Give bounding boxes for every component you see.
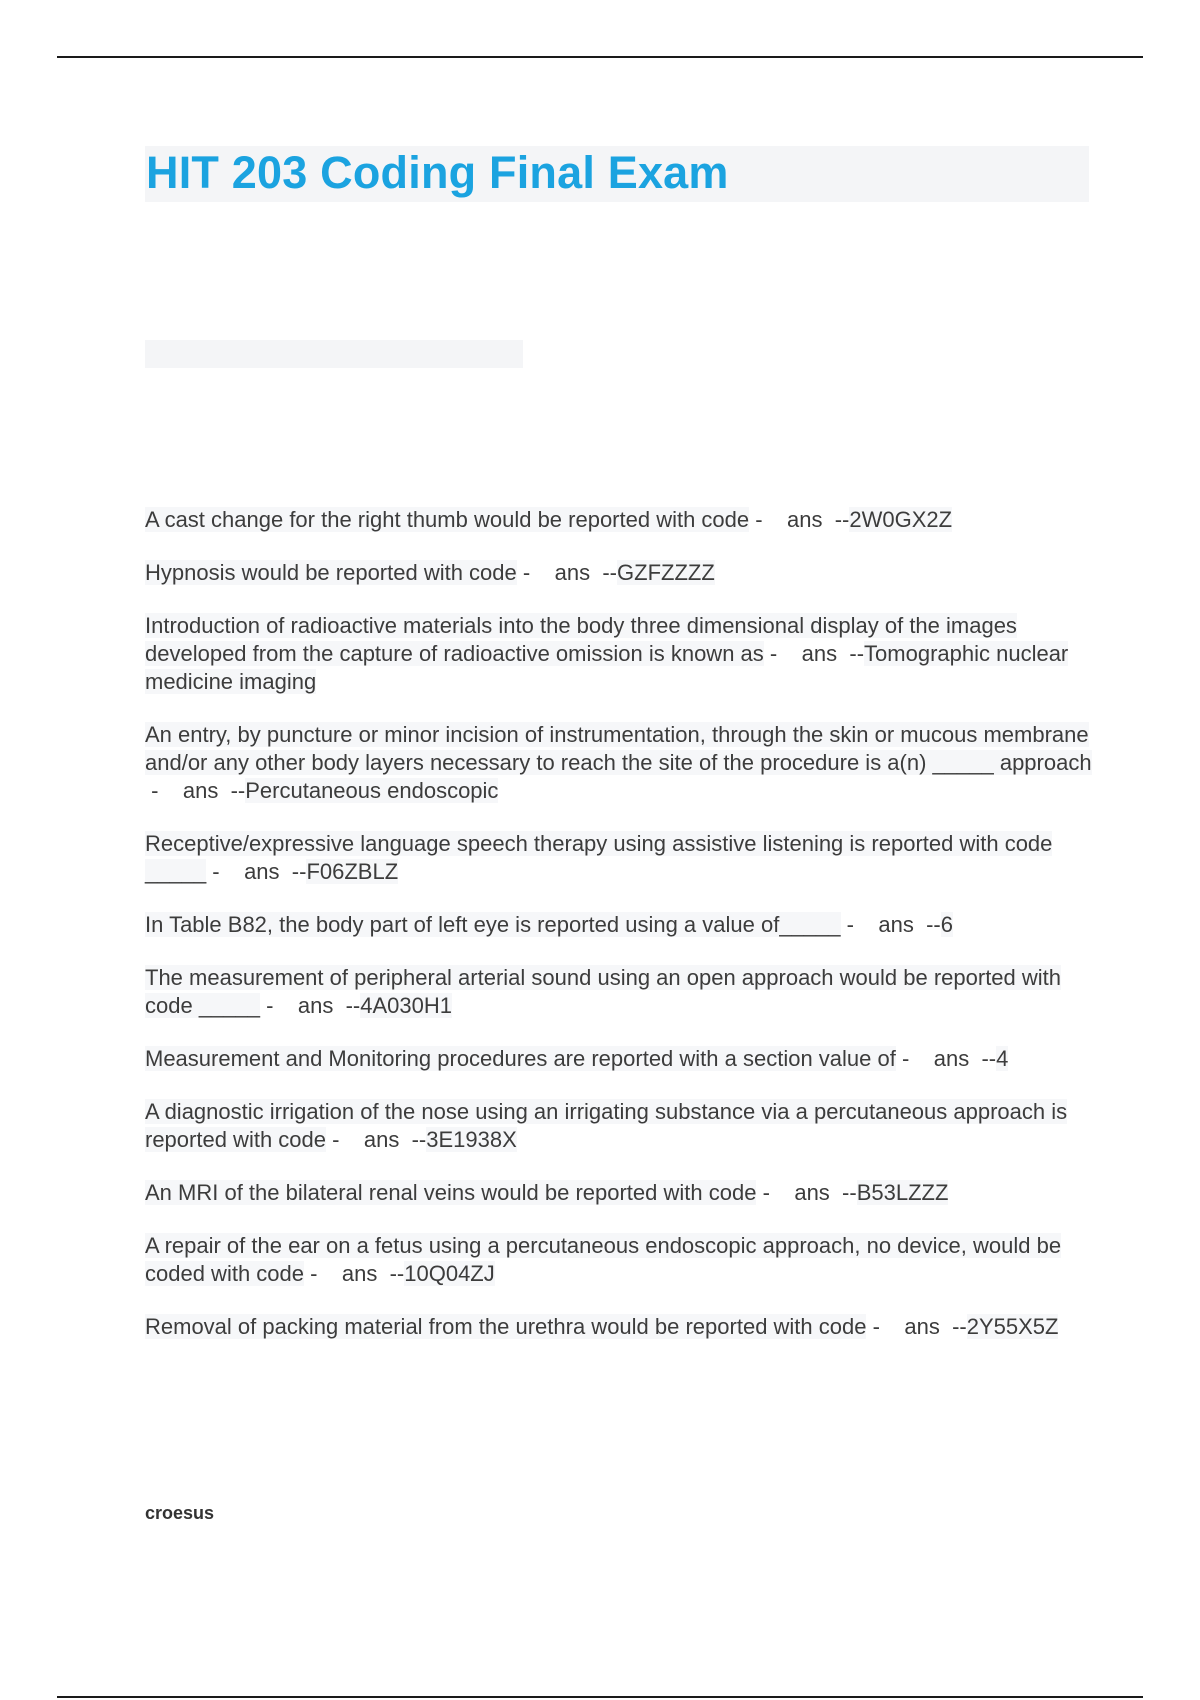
question-text: Removal of packing material from the urethra would be reported with code — [145, 1314, 867, 1339]
answer-separator: - ans -- — [326, 1127, 427, 1152]
answer-separator: - ans -- — [749, 507, 850, 532]
document-title: HIT 203 Coding Final Exam — [146, 147, 729, 198]
answer-separator: - ans -- — [145, 778, 246, 803]
qa-item — [145, 1232, 1095, 1288]
qa-list — [145, 506, 1095, 1366]
answer-separator: - ans -- — [516, 560, 618, 585]
answer-text: B53LZZZ — [856, 1180, 949, 1205]
question-text: The measurement of peripheral arterial sound using an open approach would be reported with code _____ — [145, 965, 1062, 1018]
answer-separator: - ans -- — [206, 859, 307, 884]
top-rule — [57, 56, 1143, 58]
footer-brand: croesus — [145, 1503, 215, 1523]
answer-text: 3E1938X — [426, 1127, 517, 1152]
question-text: Receptive/expressive language speech therapy using assistive listening is reported with code _____ — [145, 831, 1053, 884]
answer-text: 2W0GX2Z — [849, 507, 953, 532]
qa-item — [145, 1179, 1095, 1207]
qa-item — [145, 1098, 1095, 1154]
answer-separator: - ans -- — [756, 1180, 857, 1205]
answer-text: F06ZBLZ — [306, 859, 399, 884]
question-text: A diagnostic irrigation of the nose using an irrigating substance via a percutaneous approach is reported with code — [145, 1099, 1068, 1152]
answer-separator: - ans -- — [763, 641, 865, 666]
question-text: In Table B82, the body part of left eye is reported using a value of_____ — [145, 912, 841, 937]
qa-item — [145, 1045, 1095, 1073]
question-text: Hypnosis would be reported with code — [145, 560, 517, 585]
qa-item — [145, 911, 1095, 939]
question-text: A repair of the ear on a fetus using a percutaneous endoscopic approach, no device, would be coded with code — [145, 1233, 1062, 1286]
answer-separator: - ans -- — [840, 912, 941, 937]
question-text: An MRI of the bilateral renal veins would be reported with code — [145, 1180, 757, 1205]
answer-text: 2Y55X5Z — [966, 1314, 1059, 1339]
qa-item — [145, 559, 1095, 587]
blank-placeholder-bar — [145, 340, 523, 368]
qa-item — [145, 1313, 1095, 1341]
question-text: A cast change for the right thumb would be reported with code — [145, 507, 750, 532]
qa-item — [145, 830, 1095, 886]
qa-item — [145, 612, 1095, 696]
answer-text: GZFZZZZ — [617, 560, 715, 585]
answer-text: 6 — [940, 912, 954, 937]
answer-text: Tomographic nuclear medicine imaging — [145, 641, 1069, 694]
answer-separator: - ans -- — [304, 1261, 405, 1286]
answer-separator: - ans -- — [895, 1046, 997, 1071]
qa-item — [145, 506, 1095, 534]
qa-item — [145, 721, 1095, 805]
answer-separator: - ans -- — [260, 993, 361, 1018]
answer-separator: - ans -- — [866, 1314, 967, 1339]
question-text: Measurement and Monitoring procedures are reported with a section value of — [145, 1046, 896, 1071]
question-text: An entry, by puncture or minor incision of instrumentation, through the skin or mucous membrane and/or any other body layers necessary to reach the site of the procedure is a(n) _____ approach — [145, 722, 1092, 775]
question-text: Introduction of radioactive materials into the body three dimensional display of the images developed from the capture of radioactive omission is known as — [145, 613, 1017, 666]
bottom-rule — [57, 1696, 1143, 1698]
answer-text: Percutaneous endoscopic — [245, 778, 499, 803]
answer-text: 4 — [996, 1046, 1009, 1071]
qa-item — [145, 964, 1095, 1020]
answer-text: 4A030H1 — [360, 993, 452, 1018]
answer-text: 10Q04ZJ — [404, 1261, 495, 1286]
